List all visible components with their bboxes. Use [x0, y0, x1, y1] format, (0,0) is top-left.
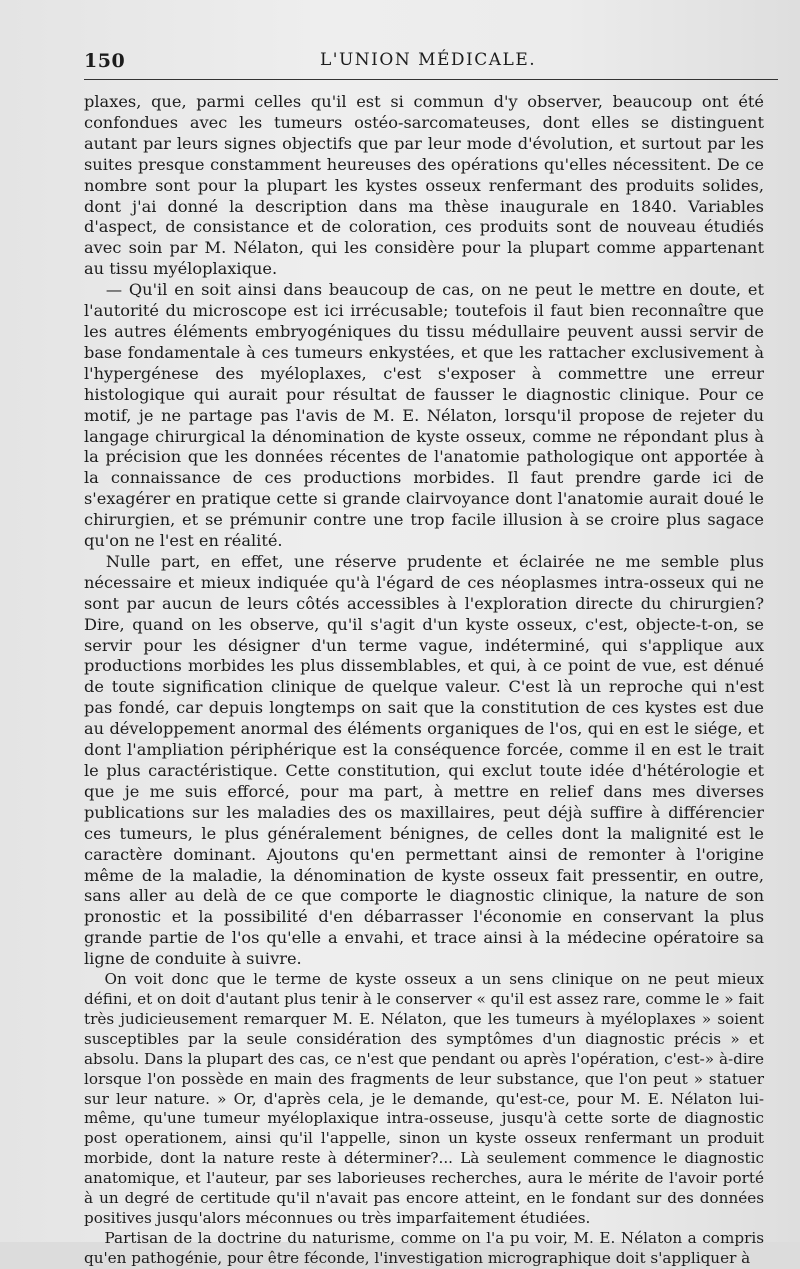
header-rule	[84, 79, 778, 80]
paragraph: plaxes, que, parmi celles qu'il est si commun d'y observer, beaucoup ont été confondues avec les tumeurs ostéo-sarcomateuses, dont elles se distinguent autant par leurs signes objectifs que par leur mode d'évolution, et surtout par les suites presque constamment heureuses des opérations qu'elles nécessitent. De ce nombre sont pour la plupart les kystes osseux renfermant des produits solides, dont j'ai donné la description dans ma thèse inaugurale en 1840. Variables d'aspect, de consistance et de coloration, ces produits sont de nouveau étudiés avec soin par M. Nélaton, qui les considère pour la plupart comme appartenant au tissu myéloplaxique.	[84, 92, 764, 279]
body-text	[84, 78, 764, 1269]
paragraph: On voit donc que le terme de kyste osseux a un sens clinique on ne peut mieux défini, et on doit d'autant plus tenir à le conserver « qu'il est assez rare, comme le » fait très judicieusement remarquer M. E. Nélaton, que les tumeurs à myéloplaxes » soient susceptibles par la seule considération des symptômes d'un diagnostic précis » et absolu. Dans la plupart des cas, ce n'est que pendant ou après l'opération, c'est-» à-dire lorsque l'on possède en main des fragments de leur substance, que l'on peut » statuer sur leur nature. » Or, d'après cela, je le demande, qu'est-ce, pour M. E. Nélaton lui-même, qu'une tumeur myéloplaxique intra-osseuse, jusqu'à cette sorte de diagnostic post operationem, ainsi qu'il l'appelle, sinon un kyste osseux renfermant un produit morbide, dont la nature reste à déterminer?... Là seulement commence le diagnostic anatomique, et l'auteur, par ses laborieuses recherches, aura le mérite de l'avoir porté à un degré de certitude qu'il n'avait pas encore atteint, en le fondant sur des données positives jusqu'alors méconnues ou très imparfaitement étudiées.	[84, 970, 764, 1227]
paragraph: Partisan de la doctrine du naturisme, comme on l'a pu voir, M. E. Nélaton a compris qu'en pathogénie, pour être féconde, l'investigation micrographique doit s'appliquer à	[84, 1228, 764, 1267]
paragraph: Nulle part, en effet, une réserve prudente et éclairée ne me semble plus nécessaire et mieux indiquée qu'à l'égard de ces néoplasmes intra-osseux qui ne sont par aucun de leurs côtés accessibles à l'exploration directe du chirurgien? Dire, quand on les observe, qu'il s'agit d'un kyste osseux, c'est, objecte-t-on, se servir pour les désigner d'un terme vague, indéterminé, qui s'applique aux productions morbides les plus dissemblables, et qui, à ce point de vue, est dénué de toute signification clinique de quelque valeur. C'est là un reproche qui n'est pas fondé, car depuis longtemps on sait que la constitution de ces kystes est due au développement anormal des éléments organiques de l'os, qui en est le siége, et dont l'ampliation périphérique est la conséquence forcée, comme il en est le trait le plus caractéristique. Cette constitution, qui exclut toute idée d'hétérologie et que je me suis efforcé, pour ma part, à mettre en relief dans mes diverses publications sur les maladies des os maxillaires, peut déjà suffire à différencier ces tumeurs, le plus généralement bénignes, de celles dont la malignité est le caractère dominant. Ajoutons qu'en permettant ainsi de remonter à l'origine même de la maladie, la dénomination de kyste osseux fait pressentir, en outre, sans aller au delà de ce que comporte le diagnostic clinique, la nature de son pronostic et la possibilité d'en débarrasser l'économie en conservant la plus grande partie de l'os qu'elle a envahi, et trace ainsi à la médecine opératoire sa ligne de conduite à suivre.	[84, 551, 764, 969]
running-head: L'UNION MÉDICALE.	[320, 50, 537, 70]
paragraph: — Qu'il en soit ainsi dans beaucoup de cas, on ne peut le mettre en doute, et l'autorité du microscope est ici irrécusable; toutefois il faut bien reconnaître que les autres éléments embryogéniques du tissu médullaire peuvent aussi servir de base fondamentale à ces tumeurs enkystées, et que les rattacher exclusivement à l'hypergénese des myéloplaxes, c'est s'exposer à commettre une erreur histologique qui aurait pour résultat de fausser le diagnostic clinique. Pour ce motif, je ne partage pas l'avis de M. E. Nélaton, lorsqu'il propose de rejeter du langage chirurgical la dénomination de kyste osseux, comme ne répondant plus à la précision que les données récentes de l'anatomie pathologique ont apportée à la connaissance de ces productions morbides. Il faut prendre garde ici de s'exagérer en pratique cette si grande clairvoyance dont l'anatomie aurait doué le chirurgien, et se prémunir contre une trop facile illusion à se croire plus sagace qu'on ne l'est en réalité.	[84, 280, 764, 551]
page-header	[84, 0, 764, 78]
page-number: 150	[84, 50, 126, 72]
